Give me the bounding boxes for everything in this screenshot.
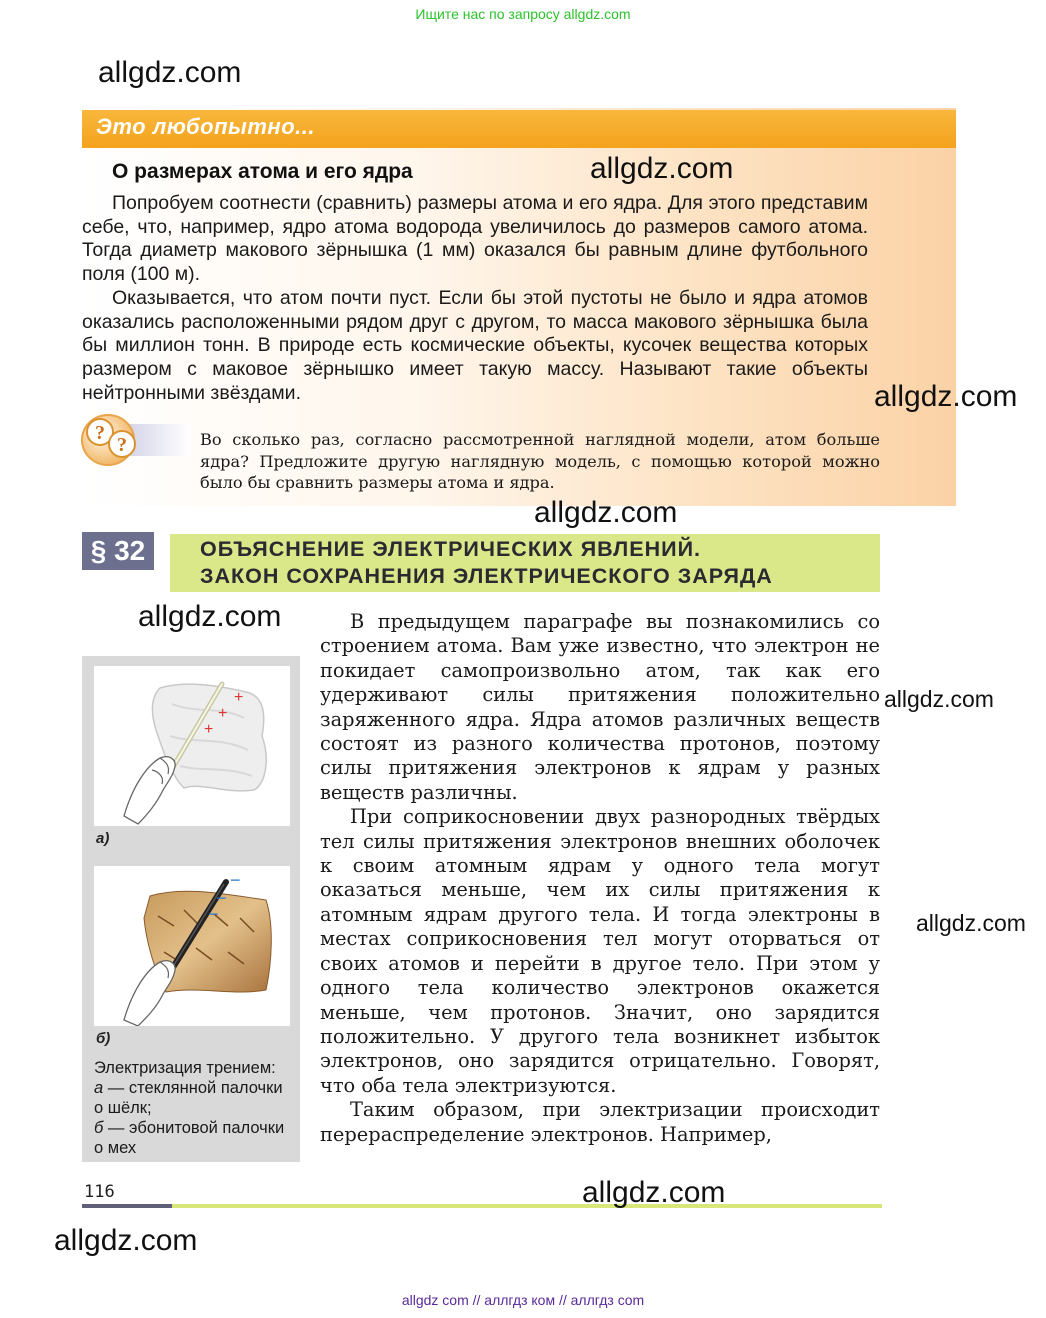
footer-rule-accent bbox=[82, 1204, 172, 1208]
question-text: Во сколько раз, согласно рассмотренной наглядной модели, атом больше ядра? Предложите другую наглядную модель, с помощью которой можно было бы сравнить размеры атома и ядра. bbox=[200, 430, 880, 492]
minus-sign: − bbox=[230, 870, 241, 890]
caption-text-a: — стеклянной палочки о шёлк; bbox=[94, 1079, 283, 1117]
curious-header-title: Это любопытно... bbox=[96, 114, 315, 139]
silk-cloth-glass-rod-illustration bbox=[94, 666, 290, 826]
figure-a-label: а) bbox=[96, 830, 110, 847]
plus-sign: + bbox=[218, 705, 228, 722]
minus-sign: − bbox=[208, 904, 219, 924]
watermark: allgdz.com bbox=[884, 686, 994, 712]
main-paragraph-2: При соприкосновении двух разнородных твёрдых тел силы притяжения электронов внешних оболочек к своим атомным ядрам у одного тела могут оказаться меньше, чем их силы притяжения к атомным ядрам другого тела. И тогда электроны в местах соприкосновения тел могут оторваться от своих атомов и перейти в другое тело. При этом у одного тела количество электронов окажется меньше, чем протонов. Значит, оно зарядится положительно. У другого тела возникнет избыток электронов, оно зарядится отрицательно. Говорят, что оба тела электризуются. bbox=[320, 805, 880, 1097]
page-number: 116 bbox=[84, 1182, 115, 1202]
fur-ebonite-rod-illustration bbox=[94, 866, 290, 1026]
plus-sign: + bbox=[234, 689, 244, 706]
figure-b-image bbox=[94, 866, 290, 1026]
watermark: allgdz.com bbox=[98, 56, 242, 89]
caption-item-b bbox=[94, 1118, 294, 1158]
curious-paragraph-1: Попробуем соотнести (сравнить) размеры атома и его ядра. Для этого представим себе, что, например, ядро атома водорода увеличилось до размеров самого атома. Тогда диаметр макового зёрнышка (1 мм) оказался бы равным длине футбольного поля (100 м). bbox=[82, 192, 868, 286]
watermark: allgdz.com bbox=[54, 1224, 198, 1257]
curious-paragraph-2: Оказывается, что атом почти пуст. Если бы этой пустоты не было и ядра атомов оказались расположенными рядом друг с другом, то масса макового зёрнышка была бы миллион тонн. В природе есть космические объекты, кусочек вещества которых размером с маковое зёрнышко имеет такую массу. Называют такие объекты нейтронными звёздами. bbox=[82, 286, 868, 404]
question-marks-icon bbox=[80, 412, 146, 468]
svg-text:?: ? bbox=[95, 422, 105, 444]
caption-marker-a: а bbox=[94, 1079, 104, 1097]
figure-caption bbox=[94, 1058, 294, 1158]
section-number-badge: § 32 bbox=[82, 532, 154, 570]
watermark: allgdz.com bbox=[534, 496, 678, 529]
watermark: allgdz.com bbox=[590, 152, 734, 185]
figure-a-image bbox=[94, 666, 290, 826]
curious-subtitle: О размерах атома и его ядра bbox=[112, 160, 413, 183]
caption-marker-b: б bbox=[94, 1119, 104, 1137]
top-search-note: Ищите нас по запросу allgdz.com bbox=[415, 6, 631, 22]
section-title-line-2: ЗАКОН СОХРАНЕНИЯ ЭЛЕКТРИЧЕСКОГО ЗАРЯДА bbox=[200, 564, 773, 588]
main-paragraph-1: В предыдущем параграфе вы познакомились со строением атома. Вам уже известно, что электрон не покидает самопроизвольно атом, так как его удерживают силы притяжения положительно заряженного ядра. Ядра атомов различных веществ состоят из разного количества протонов, поэтому силы притяжения электронов к ядрам у разных веществ различны. bbox=[320, 610, 880, 804]
bottom-note: allgdz com // аллгдз ком // аллгдз com bbox=[401, 1292, 645, 1308]
minus-sign: − bbox=[216, 888, 227, 908]
main-paragraph-3: Таким образом, при электризации происходит перераспределение электронов. Например, bbox=[320, 1098, 880, 1146]
plus-sign: + bbox=[204, 721, 214, 738]
caption-text-b: — эбонитовой палочки о мех bbox=[94, 1119, 285, 1157]
caption-title: Электризация трением: bbox=[94, 1059, 276, 1077]
watermark: allgdz.com bbox=[138, 600, 282, 633]
caption-item-a bbox=[94, 1078, 294, 1118]
watermark: allgdz.com bbox=[874, 380, 1018, 413]
footer-rule bbox=[82, 1204, 882, 1208]
main-body-text bbox=[320, 610, 880, 1147]
svg-text:?: ? bbox=[117, 434, 127, 456]
section-title-line-1: ОБЪЯСНЕНИЕ ЭЛЕКТРИЧЕСКИХ ЯВЛЕНИЙ. bbox=[200, 537, 702, 561]
watermark: allgdz.com bbox=[916, 910, 1026, 936]
section-title bbox=[200, 536, 773, 590]
curious-body bbox=[82, 192, 868, 405]
figure-b-label: б) bbox=[96, 1030, 111, 1047]
watermark: allgdz.com bbox=[582, 1176, 726, 1209]
